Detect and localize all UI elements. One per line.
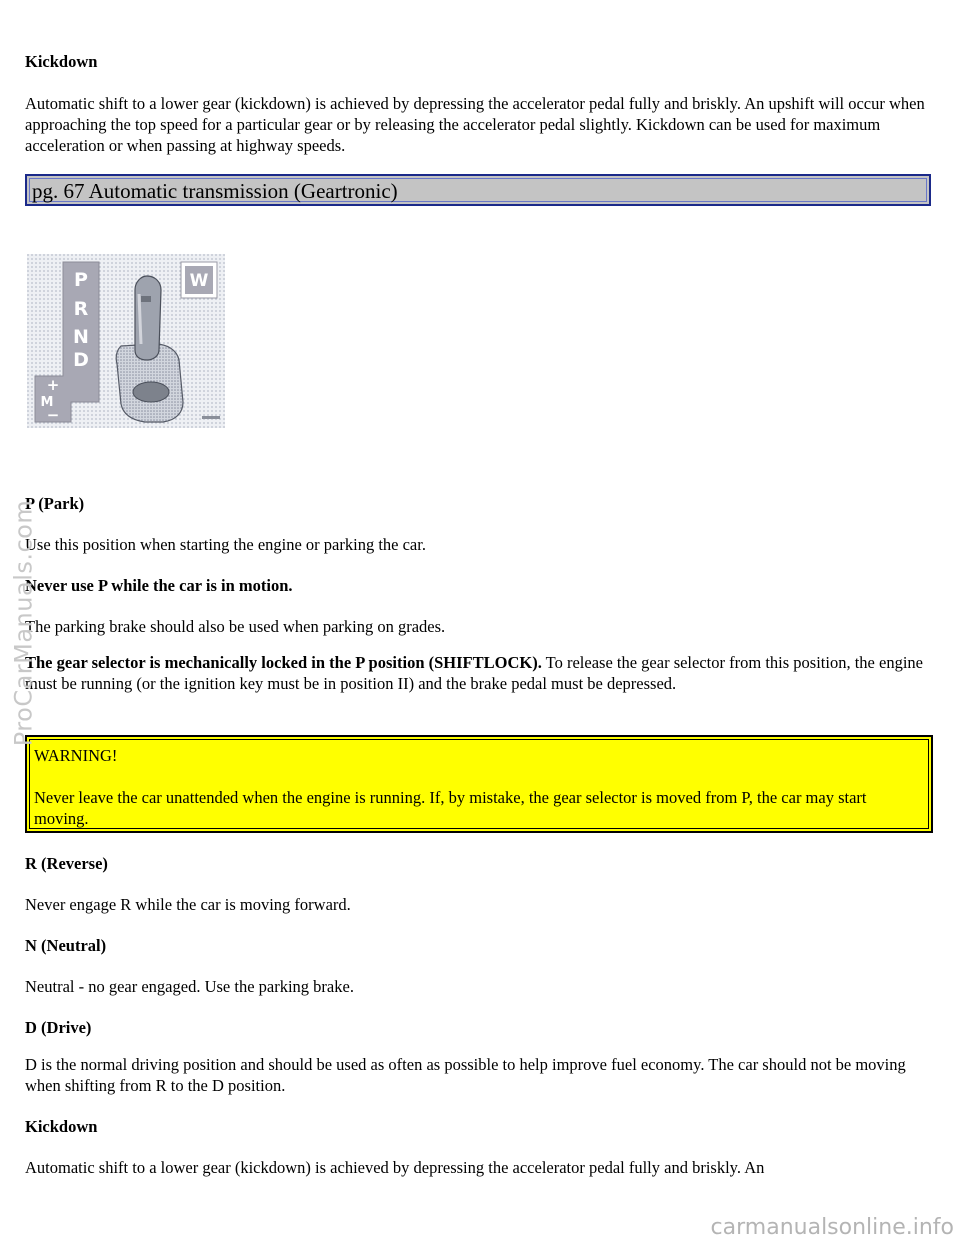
side-watermark	[6, 499, 42, 746]
w-button: W	[189, 271, 209, 291]
warning-title: WARNING!	[34, 746, 118, 765]
gate-m: M	[40, 395, 54, 410]
neutral-heading: N (Neutral)	[25, 936, 107, 955]
shiftlock-text: To release the gear selector from this position, the engine must be running (or the ignition key must be in position II) and the brake pedal must be depressed.	[25, 653, 923, 693]
gate-plus: +	[46, 376, 60, 394]
side-watermark-text: ProCarManuals.com	[9, 499, 38, 746]
section-title-bar	[25, 174, 931, 206]
park-paragraph-4	[25, 652, 935, 694]
gear-selector-drawing	[27, 254, 225, 428]
park-paragraph-3: The parking brake should also be used when parking on grades.	[25, 617, 446, 636]
gate-minus: −	[46, 406, 60, 424]
kickdown-heading-2: Kickdown	[25, 1117, 98, 1136]
drive-heading: D (Drive)	[25, 1018, 92, 1037]
gate-letter-p: P	[74, 269, 88, 291]
drive-paragraph: D is the normal driving position and should be used as often as possible to help improve fuel economy. The car should not be moving when shifting from R to the D position.	[25, 1055, 906, 1095]
warning-body: Never leave the car unattended when the engine is running. If, by mistake, the gear selector is moved from P, the car may start moving.	[34, 788, 867, 828]
kickdown-paragraph-2: Automatic shift to a lower gear (kickdown) is achieved by depressing the accelerator pedal fully and briskly. An	[25, 1158, 765, 1177]
gate-letter-d: D	[73, 349, 89, 371]
footer-watermark: carmanualsonline.info	[710, 1215, 954, 1240]
gate-letter-r: R	[73, 298, 89, 320]
gate-letter-n: N	[73, 326, 89, 348]
kickdown-heading: Kickdown	[25, 52, 98, 71]
park-heading: P (Park)	[25, 494, 85, 513]
warning-box	[25, 735, 933, 833]
neutral-paragraph: Neutral - no gear engaged. Use the parking brake.	[25, 977, 354, 996]
gear-selector-illustration	[27, 254, 225, 428]
park-paragraph-1: Use this position when starting the engine or parking the car.	[25, 535, 426, 554]
shiftlock-bold-text: The gear selector is mechanically locked in the P position (SHIFTLOCK).	[25, 653, 542, 672]
reverse-paragraph: Never engage R while the car is moving forward.	[25, 895, 351, 914]
reverse-heading: R (Reverse)	[25, 854, 108, 873]
park-paragraph-2: Never use P while the car is in motion.	[25, 576, 293, 595]
kickdown-paragraph: Automatic shift to a lower gear (kickdown) is achieved by depressing the accelerator pedal fully and briskly. An upshift will occur when approaching the top speed for a particular gear or by releasing the accelerator pedal slightly. Kickdown can be used for maximum acceleration or when passing at highway speeds.	[25, 94, 925, 155]
section-title: pg. 67 Automatic transmission (Geartronic)	[32, 179, 398, 203]
